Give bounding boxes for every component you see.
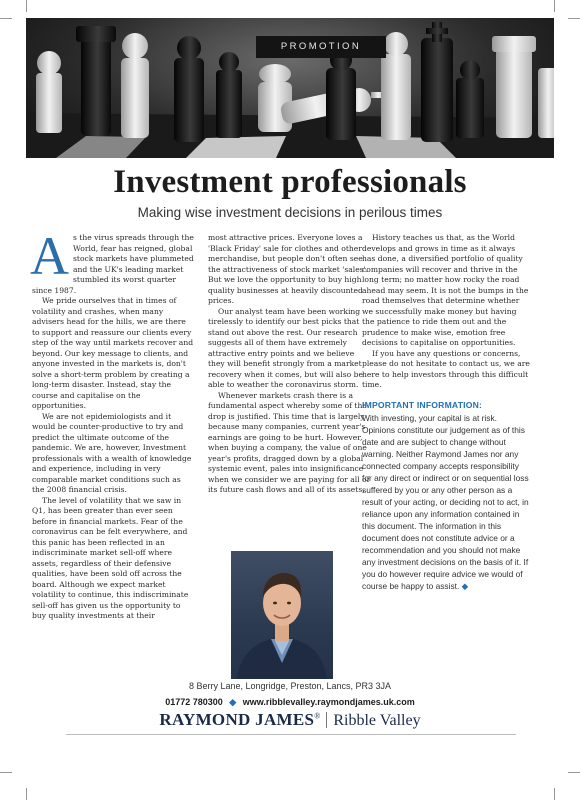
page-subtitle: Making wise investment decisions in perilous times: [137, 205, 443, 220]
crop-mark: [568, 18, 580, 19]
chess-pieces-photo: [26, 18, 554, 158]
crop-mark: [0, 772, 12, 773]
diamond-separator-icon: ◆: [229, 697, 237, 707]
page-title: Investment professionals: [113, 164, 467, 200]
end-mark-icon: ◆: [461, 581, 469, 591]
paragraph: We pride ourselves that in times of volatility and crashes, when many advisers head for the hills, we are there to support and reassure our clients every step of the way until markets recover and beyond. Our key message to clients, and anyone invested in the markets is, don't solve a short-term problem by creating a long-term disaster. Instead, stay the course and capitalise on the opportunities.: [32, 296, 194, 410]
registered-mark: ®: [314, 711, 321, 721]
office-address: 8 Berry Lane, Longridge, Preston, Lancs, PR3 3JA: [188, 681, 392, 691]
crop-mark: [568, 772, 580, 773]
crop-mark: [554, 788, 555, 800]
logo-divider: [326, 712, 327, 728]
promotion-label: PROMOTION: [256, 36, 386, 58]
footer-rule: [66, 734, 516, 735]
disclaimer-text: With investing, your capital is at risk. Opinions constitute our judgement as of this date and are subject to change without warning. Neither Raymond James nor any connected company accepts responsibility for any direct or indirect or on sequential loss suffered by you or any other person as a result of your acting, or deciding not to act, in reliance upon any information contained in this document. The information in this document does not constitute advice or a recommendation and you should not make any investment decisions on the basis of it. If you do however require advice we would of course be happy to assist.: [362, 413, 529, 591]
portrait-illustration: [231, 551, 333, 679]
website-link[interactable]: www.ribblevalley.raymondjames.uk.com: [242, 697, 415, 707]
paragraph: History teaches us that, as the World develops and grows in time as it always has done, a diversified portfolio of quality companies will recover and thrive in the long term; no matter how rocky the road ahead may seem. It is not the bumps in the road themselves that determine whether we successfully make money but having the patience to ride them out and the prudence to make wise, emotion free decisions to capitalise on opportunities.: [362, 233, 529, 347]
crop-mark: [554, 0, 555, 12]
crop-mark: [0, 18, 12, 19]
drop-cap: A: [30, 226, 69, 286]
crop-mark: [26, 0, 27, 12]
contact-line: [26, 697, 554, 708]
paragraph: Our analyst team have been working tirelessly to identify our best picks that stand out above the rest. Our research suggests all of them have extremely attractive entry points and we believe they will benefit strongly from a market recovery when it comes, but will also be able to weather the coronavirus storm.: [208, 306, 364, 389]
brand-name: RAYMOND JAMES: [159, 710, 315, 729]
paragraph: The level of volatility that we saw in Q1, has been greater than ever seen before in financial markets. Fear of the coronavirus can be felt everywhere, and this panic has been reflected in an indiscriminate market sell-off where assets, regardless of their defensive qualities, have been sold off across the board. Although we expect market volatility to continue, this indiscriminate sell-off has given us the opportunity to buy quality investments at their: [32, 495, 189, 620]
crop-mark: [26, 788, 27, 800]
article-column-3: [362, 233, 530, 592]
article-column-2: [208, 233, 371, 496]
paragraph: If you have any questions or concerns, please do not hesitate to contact us, we are here to help investors through this difficult time.: [362, 348, 530, 389]
paragraph: Whenever markets crash there is a fundamental aspect whereby some of the drop is justified. This time that is largely because many companies, current year's earnings are going to be hurt. However, when buying a company, the value of one year's profits, dragged down by a global systemic event, pales into insignificance when we consider we are paying for all of its future cash flows and all of its assets.: [208, 390, 370, 494]
raymond-james-logo: [26, 710, 554, 730]
article-column-1: [30, 226, 195, 622]
portrait-photo: [231, 551, 333, 679]
important-information-heading: IMPORTANT INFORMATION:: [362, 399, 483, 410]
paragraph: We are not epidemiologists and it would be counter-productive to try and predict the ultimate outcome of the pandemic. We are, however, Investment professionals with a wealth of knowledge and experience, including in very comparable market conditions such as the 2008 financial crisis.: [32, 411, 192, 494]
phone-number[interactable]: 01772 780300: [165, 697, 223, 707]
paragraph: s the virus spreads through the World, fear has reigned, global stock markets have plummeted and the UK's leading market stumbled its worst quarter since 1987.: [32, 233, 194, 295]
paragraph: most attractive prices. Everyone loves a 'Black Friday' sale for clothes and other merchandise, but people don't often see the attractiveness of stock market 'sales'. But we love the opportunity to buy high quality businesses at heavily discounted prices.: [208, 233, 369, 305]
important-information-body: [362, 412, 530, 592]
branch-name: Ribble Valley: [333, 712, 421, 729]
